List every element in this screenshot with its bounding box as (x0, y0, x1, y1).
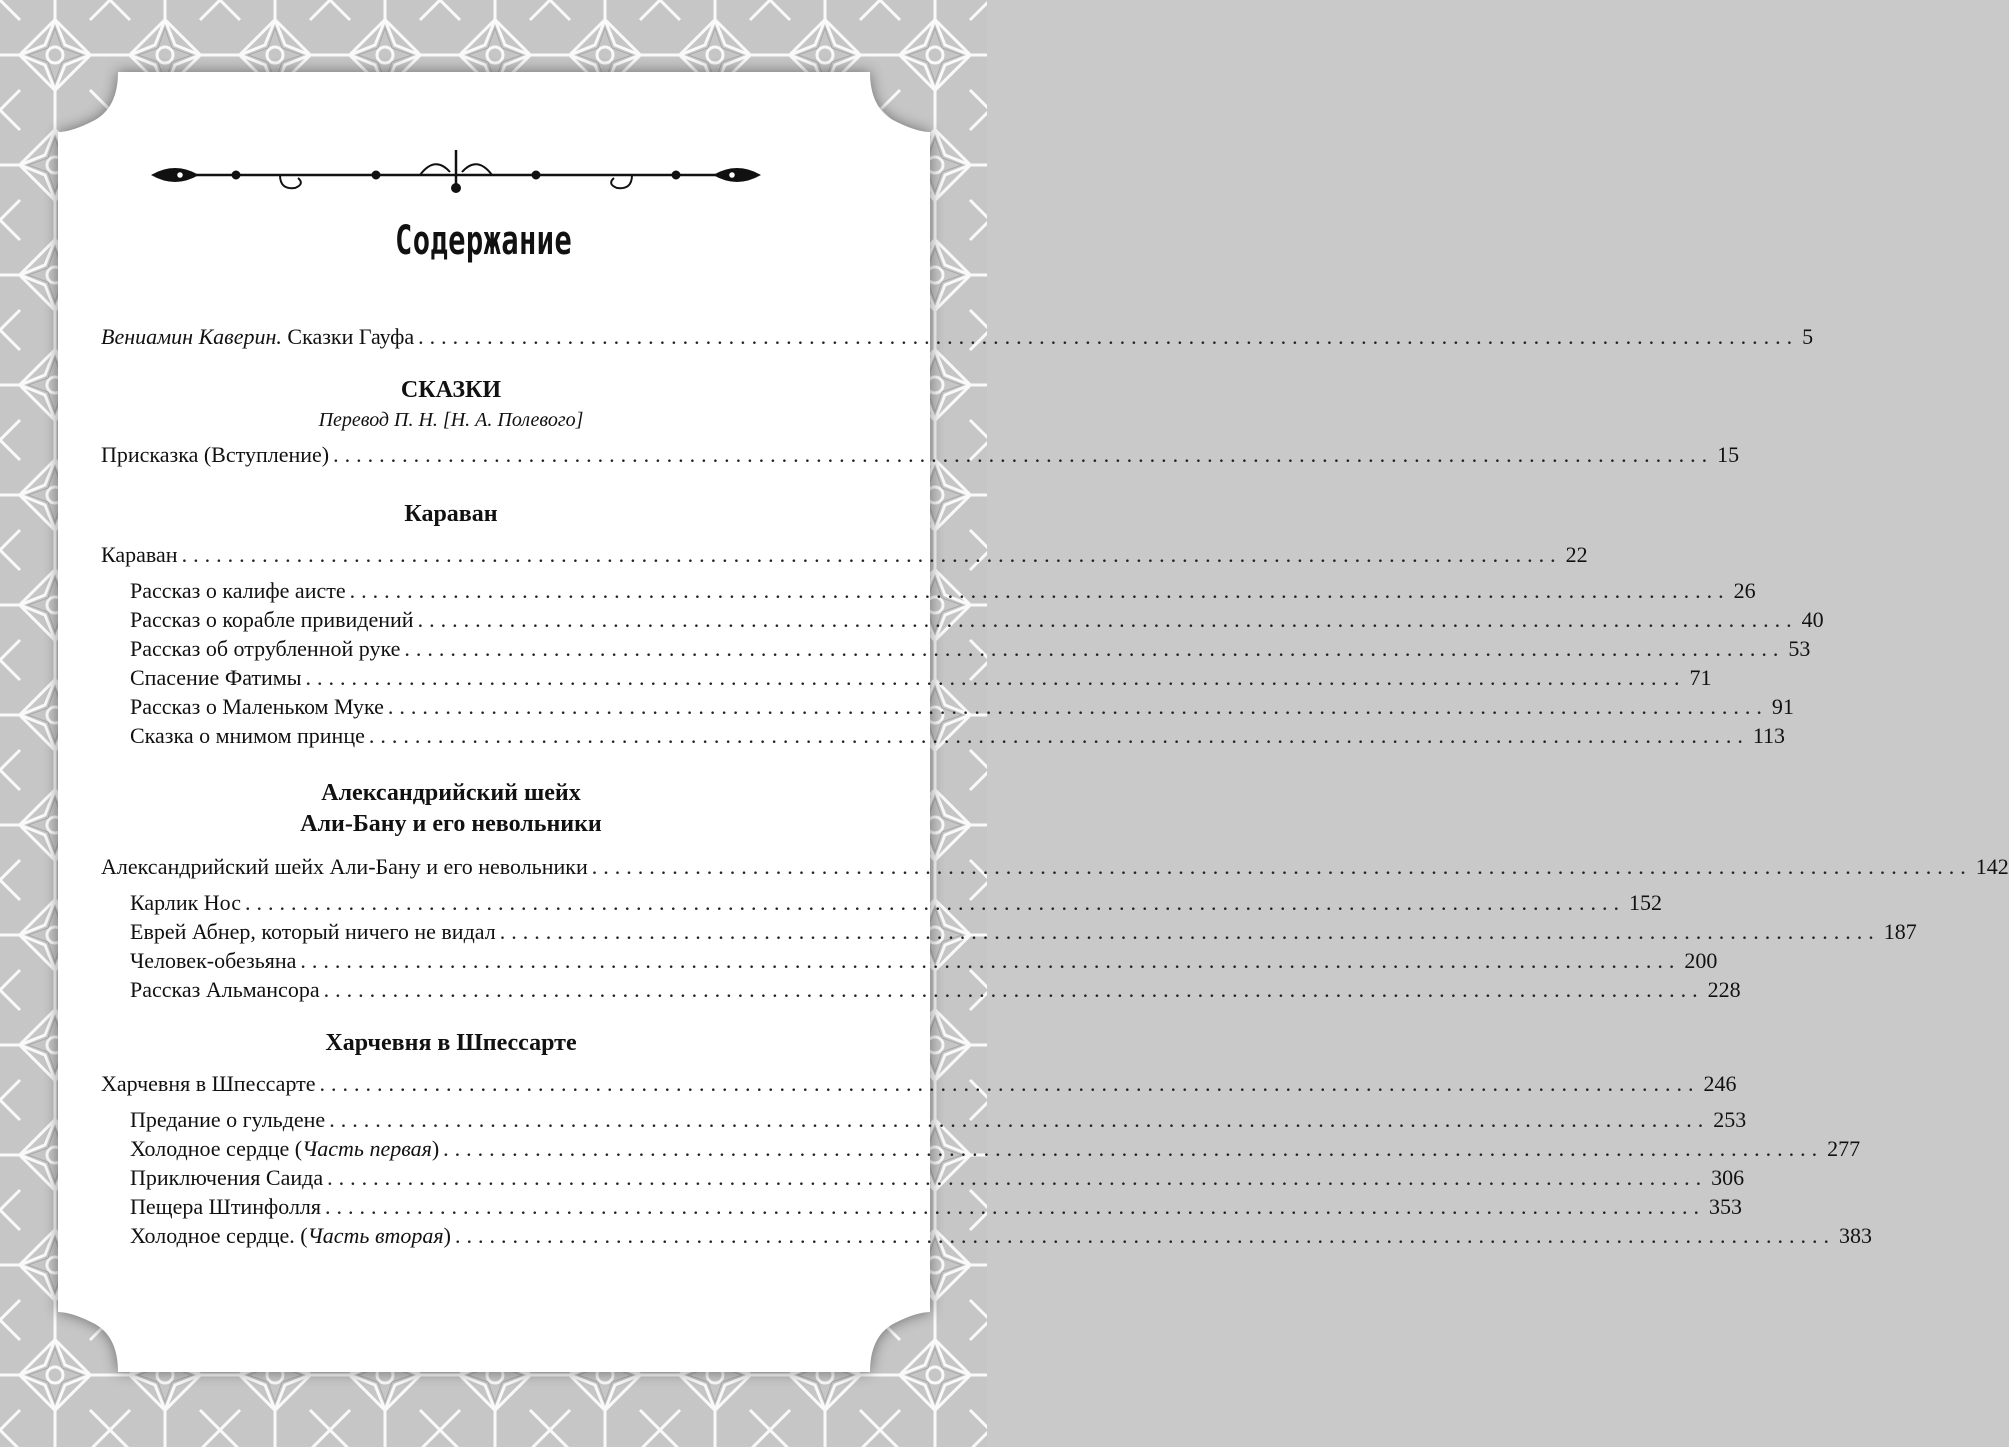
page-number: 40 (1801, 607, 1824, 632)
toc-entry[interactable]: Холодное сердце. (Часть вторая) ........................................................................................................................ 383 (130, 1223, 1872, 1248)
leader-dots: ........................................................................................................................ (305, 665, 1686, 690)
leader-dots: ........................................................................................................................ (245, 890, 1625, 915)
toc-entry[interactable]: Карлик Нос ........................................................................................................................ 152 (130, 890, 1662, 915)
decorative-ornament (150, 150, 762, 202)
table-of-contents (101, 322, 2009, 1250)
page-number: 142 (1975, 854, 2009, 879)
leader-dots: ........................................................................................................................ (418, 324, 1799, 349)
toc-entry[interactable]: Рассказ о корабле привидений ........................................................................................................................ 40 (130, 607, 1824, 632)
section-title-spessart: Харчевня в Шпессарте (325, 1030, 577, 1056)
page-number: 91 (1771, 694, 1794, 719)
leader-dots: ........................................................................................................................ (443, 1136, 1824, 1161)
leader-dots: ........................................................................................................................ (417, 607, 1798, 632)
page-number: 246 (1703, 1071, 1737, 1096)
leader-dots: ........................................................................................................................ (323, 977, 1704, 1002)
section-title-karavan: Караван (404, 501, 498, 527)
leader-dots: ........................................................................................................................ (181, 542, 1562, 567)
page-number: 383 (1838, 1223, 1872, 1248)
leader-dots: ........................................................................................................................ (329, 1107, 1710, 1132)
section-title-ali-banu-line2: Али-Бану и его невольники (300, 811, 602, 837)
page-number: 22 (1565, 542, 1588, 567)
leader-dots: ........................................................................................................................ (404, 636, 1785, 661)
toc-entry[interactable]: Спасение Фатимы ........................................................................................................................ 71 (130, 665, 1712, 690)
toc-entry[interactable]: Присказка (Вступление) ........................................................................................................................ 15 (101, 442, 1740, 467)
page-number: 26 (1733, 578, 1756, 603)
leader-dots: ........................................................................................................................ (591, 854, 1972, 879)
page-title: Содержание (395, 218, 573, 264)
section-title-ali-banu-line1: Александрийский шейх (321, 780, 581, 806)
toc-entry-main[interactable]: Александрийский шейх Али-Бану и его невольники ........................................................................................................................ 142 (101, 854, 2009, 879)
toc-entry[interactable]: Еврей Абнер, который ничего не видал ........................................................................................................................ 187 (130, 919, 1917, 944)
page-number: 15 (1717, 442, 1740, 467)
toc-entry[interactable]: Пещера Штинфолля ........................................................................................................................ 353 (130, 1194, 1743, 1219)
toc-entry[interactable]: Приключения Саида ........................................................................................................................ 306 (130, 1165, 1745, 1190)
page-number: 113 (1752, 723, 1786, 748)
page-number: 71 (1689, 665, 1712, 690)
toc-entry[interactable]: Рассказ о Маленьком Муке ........................................................................................................................ 91 (130, 694, 1794, 719)
leader-dots: ........................................................................................................................ (319, 1071, 1700, 1096)
toc-entry-intro[interactable] (101, 322, 1814, 351)
page-number: 306 (1711, 1165, 1745, 1190)
leader-dots: ........................................................................................................................ (300, 948, 1681, 973)
section-title-skazki: СКАЗКИ (400, 377, 502, 403)
page-number: 5 (1802, 324, 1814, 349)
page-number: 277 (1827, 1136, 1861, 1161)
page-number: 53 (1788, 636, 1811, 661)
page-number: 353 (1709, 1194, 1743, 1219)
page-number: 200 (1684, 948, 1718, 973)
toc-entry[interactable]: Холодное сердце (Часть первая) ........................................................................................................................ 277 (130, 1136, 1861, 1161)
toc-entry-main[interactable]: Караван ........................................................................................................................ 22 (101, 542, 1588, 567)
toc-entry[interactable]: Рассказ Альмансора ........................................................................................................................ 228 (130, 977, 1741, 1002)
leader-dots: ........................................................................................................................ (325, 1194, 1706, 1219)
leader-dots: ........................................................................................................................ (387, 694, 1768, 719)
leader-dots: ........................................................................................................................ (454, 1223, 1835, 1248)
page-number: 253 (1713, 1107, 1747, 1132)
page-number: 187 (1883, 919, 1917, 944)
leader-dots: ........................................................................................................................ (499, 919, 1880, 944)
leader-dots: ........................................................................................................................ (327, 1165, 1708, 1190)
intro-work: Сказки Гауфа (281, 324, 415, 349)
toc-entry[interactable]: Сказка о мнимом принце ........................................................................................................................ 113 (130, 723, 1786, 748)
toc-entry[interactable]: Человек-обезьяна ........................................................................................................................ 200 (130, 948, 1718, 973)
toc-entry[interactable]: Предание о гульдене ........................................................................................................................ 253 (130, 1107, 1747, 1132)
section-subtitle-translator: Перевод П. Н. [Н. А. Полевого] (318, 409, 584, 431)
leader-dots: ........................................................................................................................ (368, 723, 1749, 748)
leader-dots: ........................................................................................................................ (333, 442, 1714, 467)
toc-entry[interactable]: Рассказ о калифе аисте ........................................................................................................................ 26 (130, 578, 1756, 603)
page-number: 228 (1707, 977, 1741, 1002)
toc-entry[interactable]: Рассказ об отрубленной руке ........................................................................................................................ 53 (130, 636, 1811, 661)
toc-entry-main[interactable]: Харчевня в Шпессарте ........................................................................................................................ 246 (101, 1071, 1737, 1096)
page-number: 152 (1629, 890, 1662, 915)
intro-author: Вениамин Каверин. (101, 324, 282, 349)
leader-dots: ........................................................................................................................ (349, 578, 1730, 603)
